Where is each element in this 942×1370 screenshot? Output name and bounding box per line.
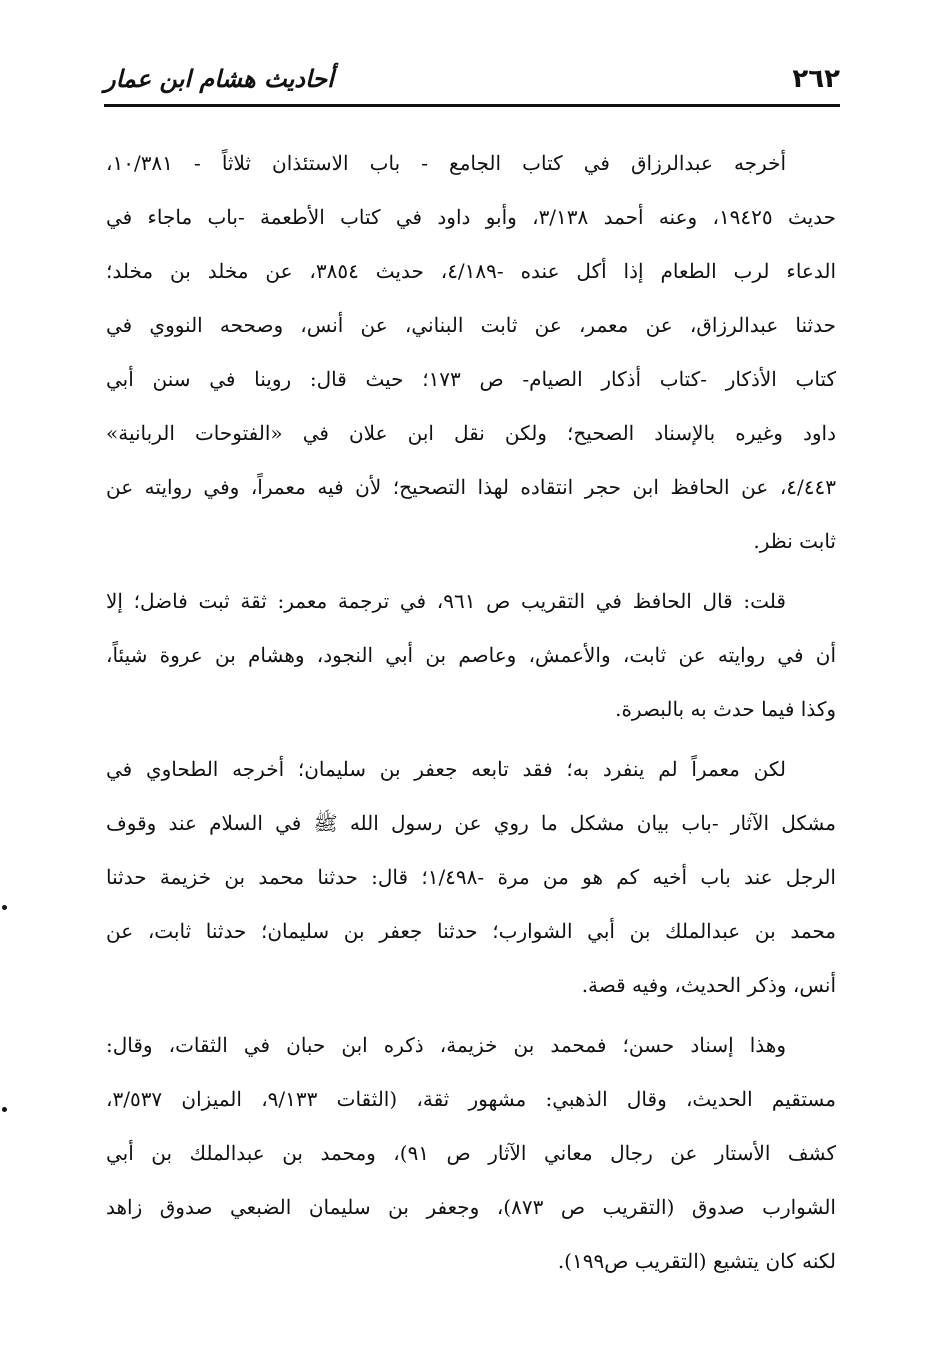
running-title: أحاديث هشام ابن عمار: [104, 65, 334, 93]
text-line: مشكل الآثار -باب بيان مشكل ما روي عن رسول الله ﷺ في السلام عند وقوف: [106, 811, 836, 835]
text-line: ثابت نظر.: [753, 529, 836, 553]
scan-speck: [2, 1107, 7, 1112]
text-line: لكنه كان يتشيع (التقريب ص١٩٩).: [557, 1249, 836, 1273]
text-line: داود وغيره بالإسناد الصحيح؛ ولكن نقل ابن علان في «الفتوحات الربانية»: [106, 421, 836, 445]
paragraph-1: [106, 136, 836, 568]
text-line: ٤/٤٤٣، عن الحافظ ابن حجر انتقاده لهذا التصحيح؛ لأن فيه معمراً، وفي روايته عن: [106, 475, 836, 499]
page-header: [104, 60, 840, 104]
text-line: أن في روايته عن ثابت، والأعمش، وعاصم بن أبي النجود، وهشام بن عروة شيئاً،: [106, 643, 836, 667]
text-line: الدعاء لرب الطعام إذا أكل عنده -٤/١٨٩، حديث ٣٨٥٤، عن مخلد بن مخلد؛: [106, 259, 836, 283]
text-line: مستقيم الحديث، وقال الذهبي: مشهور ثقة، (الثقات ٩/١٣٣، الميزان ٣/٥٣٧،: [106, 1087, 836, 1111]
text-line: كتاب الأذكار -كتاب أذكار الصيام- ص ١٧٣؛ حيث قال: روينا في سنن أبي: [106, 367, 836, 391]
text-line: الشوارب صدوق (التقريب ص ٨٧٣)، وجعفر بن سليمان الضبعي صدوق زاهد: [106, 1195, 836, 1219]
paragraph-4: [106, 1018, 836, 1288]
text-line: الرجل عند باب أخيه كم هو من مرة -١/٤٩٨؛ قال: حدثنا محمد بن خزيمة حدثنا: [106, 865, 836, 889]
text-line: محمد بن عبدالملك بن أبي الشوارب؛ حدثنا جعفر بن سليمان؛ حدثنا ثابت، عن: [106, 919, 836, 943]
text-line: أخرجه عبدالرزاق في كتاب الجامع - باب الاستئذان ثلاثاً - ١٠/٣٨١،: [106, 151, 786, 175]
scan-speck: [2, 905, 7, 910]
text-line: قلت: قال الحافظ في التقريب ص ٩٦١، في ترجمة معمر: ثقة ثبت فاضل؛ إلا: [106, 589, 786, 613]
text-line: حديث ١٩٤٢٥، وعنه أحمد ٣/١٣٨، وأبو داود في كتاب الأطعمة -باب ماجاء في: [106, 205, 836, 229]
text-line: وكذا فيما حدث به بالبصرة.: [615, 697, 836, 721]
page-number: ٢٦٢: [792, 64, 840, 94]
body-text: [106, 136, 836, 1288]
text-line: لكن معمراً لم ينفرد به؛ فقد تابعه جعفر بن سليمان؛ أخرجه الطحاوي في: [106, 757, 786, 781]
text-line: وهذا إسناد حسن؛ فمحمد بن خزيمة، ذكره ابن حبان في الثقات، وقال:: [106, 1033, 786, 1057]
paragraph-2: [106, 574, 836, 736]
paragraph-3: [106, 742, 836, 1012]
text-line: كشف الأستار عن رجال معاني الآثار ص ٩١)، ومحمد بن عبدالملك بن أبي: [106, 1141, 836, 1165]
text-line: حدثنا عبدالرزاق، عن معمر، عن ثابت البناني، عن أنس، وصححه النووي في: [106, 313, 836, 337]
text-line: أنس، وذكر الحديث، وفيه قصة.: [581, 973, 836, 997]
header-rule: [104, 104, 840, 107]
